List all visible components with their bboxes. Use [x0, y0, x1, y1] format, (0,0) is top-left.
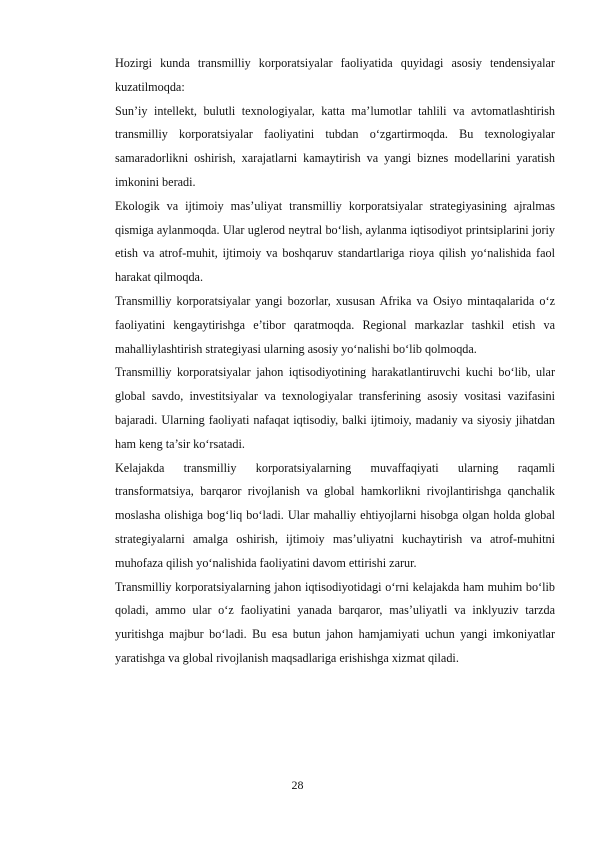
paragraph-trends-intro: Hozirgi kunda transmilliy korporatsiyalar faoliyatida quyidagi asosiy tendensiyalar kuzatilmoqda:: [115, 56, 555, 94]
paragraph-conclusion: Transmilliy korporatsiyalarning jahon iqtisodiyotidagi o‘rni kelajakda ham muhim bo‘lib qoladi, ammo ular o‘z faoliyatini yanada barqaror, mas’uliyatli va inklyuziv tarzda yuritishga majbur bo‘ladi. Bu esa butun jahon hamjamiyati uchun yangi imkoniyatlar yaratishga va global rivojlanish maqsadlariga erishishga xizmat qiladi.: [115, 579, 555, 665]
paragraph-driving-force: Transmilliy korporatsiyalar jahon iqtisodiyotining harakatlantiruvchi kuchi bo‘lib, ular global savdo, investitsiyalar va texnologiyalar transferining asosiy vositasi vazifasini bajaradi. Ularning faoliyati nafaqat iqtisodiy, balki ijtimoiy, madaniy va siyosiy jihatdan ham keng ta’sir ko‘rsatadi.: [115, 365, 555, 451]
page-number: 28: [291, 778, 304, 792]
paragraph-ecological-responsibility: Ekologik va ijtimoiy mas’uliyat transmilliy korporatsiyalar strategiyasining ajralmas qismiga aylanmoqda. Ular uglerod neytral bo‘lish, aylanma iqtisodiyot printsiplarini joriy etish va atrof-muhit, ijtimoiy va boshqaruv standartlariga rioya qilish yo‘nalishida faol harakat qilmoqda.: [115, 198, 555, 285]
paragraph-technologies: Sun’iy intellekt, bulutli texnologiyalar, katta ma’lumotlar tahlili va avtomatlashtirish transmilliy korporatsiyalar faoliyatini tubdan o‘zgartirmoqda. Bu texnologiyalar samaradorlikni oshirish, xarajatlarni kamaytirish va yangi biznes modellarini yaratish imkonini beradi.: [115, 103, 555, 189]
paragraph-new-markets: Transmilliy korporatsiyalar yangi bozorlar, xususan Afrika va Osiyo mintaqalarida o‘z faoliyatini kengaytirishga e’tibor qaratmoqda. Regional markazlar tashkil etish va mahalliylashtirish strategiyasi ularning asosiy yo‘nalishi bo‘lib qolmoqda.: [115, 293, 555, 356]
body-text: [115, 52, 555, 671]
paragraph-future-success: Kelajakda transmilliy korporatsiyalarning muvaffaqiyati ularning raqamli transformatsiya, barqaror rivojlanish va global hamkorlikni rivojlantirishga qanchalik moslasha olishiga bog‘liq bo‘ladi. Ular mahalliy ehtiyojlarni hisobga olgan holda global strategiyalarni amalga oshirish, ijtimoiy mas’uliyatni kuchaytirish va atrof-muhitni muhofaza qilish yo‘nalishida faoliyatini davom ettirishi zarur.: [115, 460, 555, 570]
